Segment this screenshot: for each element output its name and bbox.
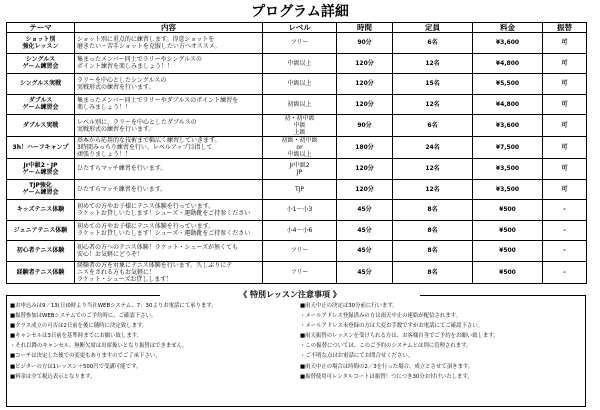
table-row bbox=[7, 74, 587, 95]
note-line: ■ビジターの方は1レッスン＋500円で受講可能です。 bbox=[10, 363, 142, 370]
table-row bbox=[7, 261, 587, 283]
cell-fee: ¥7,500 bbox=[473, 137, 543, 159]
note-line: ・それ以降のキャンセル、無断欠席は出席扱いとなり振替はできません。 bbox=[10, 343, 188, 350]
cell-time: 45分 bbox=[337, 261, 393, 283]
cell-content: 経験者の方を対象にテニス体験を行います。久しぶりにテ ニスをされる方もお気軽に！ ラケット・シューズお貸しします！ bbox=[75, 261, 263, 283]
cell-level: フリー bbox=[263, 33, 337, 54]
cell-time: 120分 bbox=[337, 53, 393, 74]
note-line: ■コーチは決定した後での変更もありますのでご了承下さい。 bbox=[10, 353, 161, 360]
cell-transfer: 可 bbox=[543, 179, 587, 200]
cell-level: 初・初中級 中級 上級 bbox=[263, 115, 337, 137]
cell-fee: ¥4,800 bbox=[473, 94, 543, 115]
cell-fee: ¥5,500 bbox=[473, 74, 543, 95]
cell-theme: ダブルス ゲーム練習会 bbox=[7, 94, 75, 115]
note-line: ■振替参加はWEBシステムでのご予約時に、ご確認下さい。 bbox=[10, 313, 157, 320]
notes-left-column bbox=[10, 301, 295, 382]
cell-capacity: 15名 bbox=[393, 74, 473, 95]
cell-transfer: 可 bbox=[543, 74, 587, 95]
cell-content: 初心者の方へのテニス体験！ラケット・シューズが無くても 安心！お気軽にどうぞ！ bbox=[75, 241, 263, 262]
cell-fee: ¥3,600 bbox=[473, 115, 543, 137]
header-time: 時間 bbox=[337, 23, 393, 33]
table-row bbox=[7, 33, 587, 54]
cell-fee: ¥3,600 bbox=[473, 33, 543, 54]
cell-fee: ¥3,500 bbox=[473, 179, 543, 200]
note-line: ■料金は全て税込表示となります。 bbox=[10, 373, 96, 380]
table-header-row bbox=[7, 23, 587, 33]
cell-level: 小4〜小6 bbox=[263, 220, 337, 241]
table-row bbox=[7, 159, 587, 180]
note-line: ■お申込みは9／13(日)0時より当社WEBシステム、7：30よりお電話にて承ります。 bbox=[10, 303, 217, 309]
header-capacity: 定員 bbox=[393, 23, 473, 33]
cell-content: 初めての方やお子様にテニス体験を行っています。 ラケットお貸しいたします！シューズ・運動靴をご持参ください bbox=[75, 220, 263, 241]
cell-transfer: 可 bbox=[543, 94, 587, 115]
cell-capacity: 8名 bbox=[393, 261, 473, 283]
cell-content: ラリーを中心としたシングルスの 実戦形式の練習を行います。 bbox=[75, 74, 263, 95]
cell-theme: 3h！ハーフキャンプ bbox=[7, 137, 75, 159]
cell-theme: 経験者テニス体験 bbox=[7, 261, 75, 283]
cell-transfer: 可 bbox=[543, 137, 587, 159]
table-row bbox=[7, 94, 587, 115]
note-line: ・メールアドレス登録済みの方は雨天中止の連絡が配信されます。 bbox=[300, 313, 462, 320]
cell-theme: シングルス ゲーム練習会 bbox=[7, 53, 75, 74]
cell-capacity: 24名 bbox=[393, 137, 473, 159]
cell-content: レベル別に、ラリーを中心としたダブルスの 実戦形式の練習を行います。 bbox=[75, 115, 263, 137]
note-line: ・この振替については、このご予約のシステムとは別に管理されます。 bbox=[300, 343, 472, 350]
header-level: レベル bbox=[263, 23, 337, 33]
header-transfer: 振替 bbox=[543, 23, 587, 33]
cell-transfer: - bbox=[543, 220, 587, 241]
cell-level: 初級以上 bbox=[263, 94, 337, 115]
notes-title: 《 特別レッスン注意事項 》 bbox=[160, 289, 420, 300]
cell-content: 基本から応用的な技術まで幅広く練習していきます。 3時間みっちり練習を行い、レベルアップ目指して 頑張りましょう！！ bbox=[75, 137, 263, 159]
cell-time: 120分 bbox=[337, 159, 393, 180]
cell-transfer: - bbox=[543, 241, 587, 262]
table-row bbox=[7, 220, 587, 241]
cell-transfer: - bbox=[543, 261, 587, 283]
note-line: ■雨天振替のレッスンを受けられる方は、お客様自身でご予約をお願い致します。 bbox=[300, 333, 499, 340]
cell-capacity: 8名 bbox=[393, 220, 473, 241]
cell-content: ひたすらマッチ練習を行います。 bbox=[75, 159, 263, 180]
cell-transfer: 可 bbox=[543, 159, 587, 180]
header-fee: 料金 bbox=[473, 23, 543, 33]
table-row bbox=[7, 179, 587, 200]
cell-fee: ¥500 bbox=[473, 220, 543, 241]
program-table bbox=[6, 22, 587, 284]
cell-transfer: 可 bbox=[543, 33, 587, 54]
cell-fee: ¥500 bbox=[473, 261, 543, 283]
cell-theme: 初心者テニス体験 bbox=[7, 241, 75, 262]
note-line: ■キャンセルは3日前を基準時までにお願い致します。 bbox=[10, 333, 143, 340]
note-line: ■クラス成立の可否は2日前を後に随時に決定致します。 bbox=[10, 323, 148, 330]
cell-content: 集まったメンバー同士でラリーやシングルスの ポイント練習を楽しみましょう！！ bbox=[75, 53, 263, 74]
cell-content: ひたすらマッチ練習を行います。 bbox=[75, 179, 263, 200]
cell-capacity: 12名 bbox=[393, 53, 473, 74]
header-theme: テーマ bbox=[7, 23, 75, 33]
table-row bbox=[7, 241, 587, 262]
cell-transfer: 可 bbox=[543, 115, 587, 137]
cell-content: 初めての方やお子様にテニス体験を行っています。 ラケットお貸しいたします！シューズ・運動靴をご持参ください bbox=[75, 200, 263, 221]
cell-fee: ¥3,500 bbox=[473, 159, 543, 180]
cell-theme: シングルス実戦 bbox=[7, 74, 75, 95]
cell-theme: Jr中級2・JP ゲーム練習会 bbox=[7, 159, 75, 180]
cell-time: 120分 bbox=[337, 179, 393, 200]
cell-time: 180分 bbox=[337, 137, 393, 159]
cell-time: 45分 bbox=[337, 241, 393, 262]
cell-fee: ¥500 bbox=[473, 241, 543, 262]
cell-capacity: 12名 bbox=[393, 94, 473, 115]
cell-level: フリー bbox=[263, 261, 337, 283]
header-content: 内容 bbox=[75, 23, 263, 33]
cell-theme: ショット別 強化レッスン bbox=[7, 33, 75, 54]
table-row bbox=[7, 200, 587, 221]
cell-content: 集まったメンバー同士でラリーやダブルスのポイント練習を 楽しみましょう！！ bbox=[75, 94, 263, 115]
cell-transfer: - bbox=[543, 200, 587, 221]
cell-level: 中級以上 bbox=[263, 74, 337, 95]
cell-time: 45分 bbox=[337, 200, 393, 221]
cell-time: 90分 bbox=[337, 33, 393, 54]
cell-fee: ¥4,800 bbox=[473, 53, 543, 74]
cell-level: 中級以上 bbox=[263, 53, 337, 74]
table-row bbox=[7, 53, 587, 74]
note-line: ■振替使用可レンタルコートは振替！つにつき30分お付けいたします。 bbox=[300, 373, 473, 380]
cell-level: フリー bbox=[263, 241, 337, 262]
cell-capacity: 8名 bbox=[393, 200, 473, 221]
cell-content: ショット別に重点的に練習します。得意ショットを 磨きたい・苦手ショットを克服したい方へオススメ。 bbox=[75, 33, 263, 54]
cell-theme: ジュニアテニス体験 bbox=[7, 220, 75, 241]
cell-level: 小1〜小3 bbox=[263, 200, 337, 221]
table-row bbox=[7, 137, 587, 159]
cell-theme: キッズテニス体験 bbox=[7, 200, 75, 221]
note-line: ・ご不明な点はお電話にてお問合せください。 bbox=[300, 353, 414, 360]
cell-capacity: 6名 bbox=[393, 115, 473, 137]
cell-level: 初級・初中級 or 中級以上 bbox=[263, 137, 337, 159]
page-title: プログラム詳細 bbox=[251, 4, 349, 20]
note-line: ■雨天中止の決定は30分前に行います。 bbox=[300, 303, 398, 309]
cell-time: 90分 bbox=[337, 115, 393, 137]
cell-theme: TJP強化 ゲーム練習会 bbox=[7, 179, 75, 200]
table-row bbox=[7, 115, 587, 137]
cell-time: 45分 bbox=[337, 220, 393, 241]
cell-time: 120分 bbox=[337, 94, 393, 115]
cell-theme: ダブルス実戦 bbox=[7, 115, 75, 137]
cell-level: TJP bbox=[263, 179, 337, 200]
cell-fee: ¥500 bbox=[473, 200, 543, 221]
cell-capacity: 12名 bbox=[393, 179, 473, 200]
cell-capacity: 6名 bbox=[393, 33, 473, 54]
cell-transfer: 可 bbox=[543, 53, 587, 74]
cell-capacity: 12名 bbox=[393, 159, 473, 180]
note-line: ■雨天中止の場合は時間の2／3を行った場合、成立とさせて頂きます。 bbox=[300, 363, 474, 370]
cell-time: 120分 bbox=[337, 74, 393, 95]
cell-level: Jr中級2 JP bbox=[263, 159, 337, 180]
note-line: ・メールアドレス未登録の方は大変お手数ですがお電話にてご確認下さい。 bbox=[300, 323, 484, 330]
cell-capacity: 8名 bbox=[393, 241, 473, 262]
notes-right-column bbox=[300, 301, 585, 382]
